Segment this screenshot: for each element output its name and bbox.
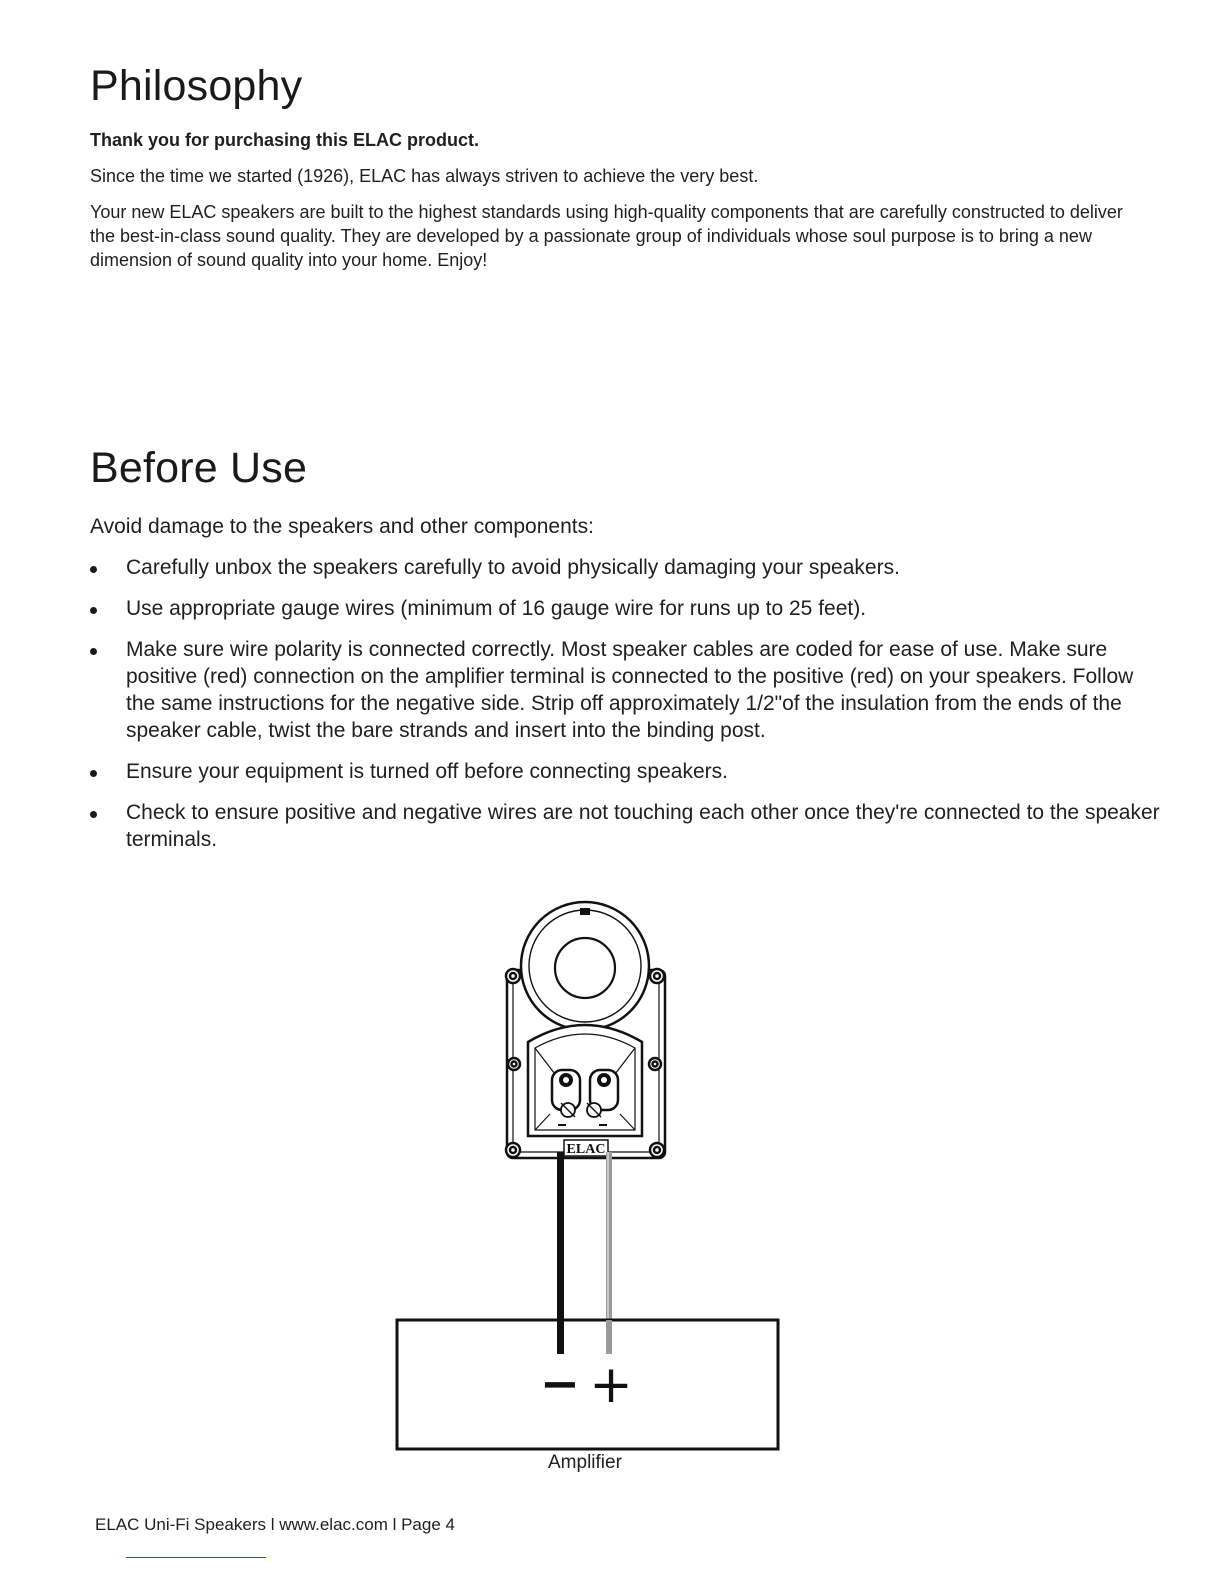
list-item-text: Ensure your equipment is turned off before connecting speakers. [126, 760, 728, 783]
page-footer: ELAC Uni-Fi Speakers l www.elac.com l Page 4 [95, 1515, 455, 1534]
elac-logo: ELAC [566, 1142, 606, 1157]
thanks-text: Thank you for purchasing this ELAC product. [90, 130, 480, 150]
before-use-list [90, 554, 1160, 867]
list-item [90, 758, 1160, 785]
footer-divider [126, 1557, 266, 1558]
list-item [90, 636, 1160, 744]
list-item-text: Use appropriate gauge wires (minimum of 16 gauge wire for runs up to 25 feet). [126, 597, 867, 620]
bullet-icon [90, 648, 97, 655]
history-text: Since the time we started (1926), ELAC has always striven to achieve the very best. [90, 166, 759, 186]
speaker-wiring-diagram [390, 900, 790, 1460]
amplifier-box [397, 1320, 778, 1449]
list-item [90, 799, 1160, 853]
plus-terminal-label: + [589, 1355, 633, 1415]
amplifier-label: Amplifier [548, 1452, 622, 1473]
bullet-icon [90, 770, 97, 777]
list-item-text: Carefully unbox the speakers carefully to avoid physically damaging your speakers. [126, 556, 900, 579]
before-use-heading: Before Use [90, 444, 308, 492]
philosophy-heading: Philosophy [90, 62, 303, 110]
speaker-illustration [506, 902, 665, 1158]
list-item-text: Check to ensure positive and negative wires are not touching each other once they're connected to the speaker terminals. [126, 801, 1160, 851]
before-use-intro: Avoid damage to the speakers and other components: [90, 515, 594, 538]
minus-terminal-label: − [539, 1356, 581, 1412]
list-item [90, 554, 1160, 581]
list-item [90, 595, 1160, 622]
bullet-icon [90, 811, 97, 818]
description-text: Your new ELAC speakers are built to the highest standards using high-quality components that are carefully constructed to deliver the best-in-class sound quality. They are developed by a passionate group of individuals whose soul purpose is to bring a new dimension of sound quality into your home. Enjoy! [90, 202, 1123, 270]
bullet-icon [90, 607, 97, 614]
list-item-text: Make sure wire polarity is connected correctly. Most speaker cables are coded for ease of use. Make sure positive (red) connection on the amplifier terminal is connected to the positive (red) on your speakers. Follow the same instructions for the negative side. Strip off approximately 1/2"of the insulation from the ends of the speaker cable, twist the bare strands and insert into the binding post. [126, 638, 1134, 742]
bullet-icon [90, 566, 97, 573]
